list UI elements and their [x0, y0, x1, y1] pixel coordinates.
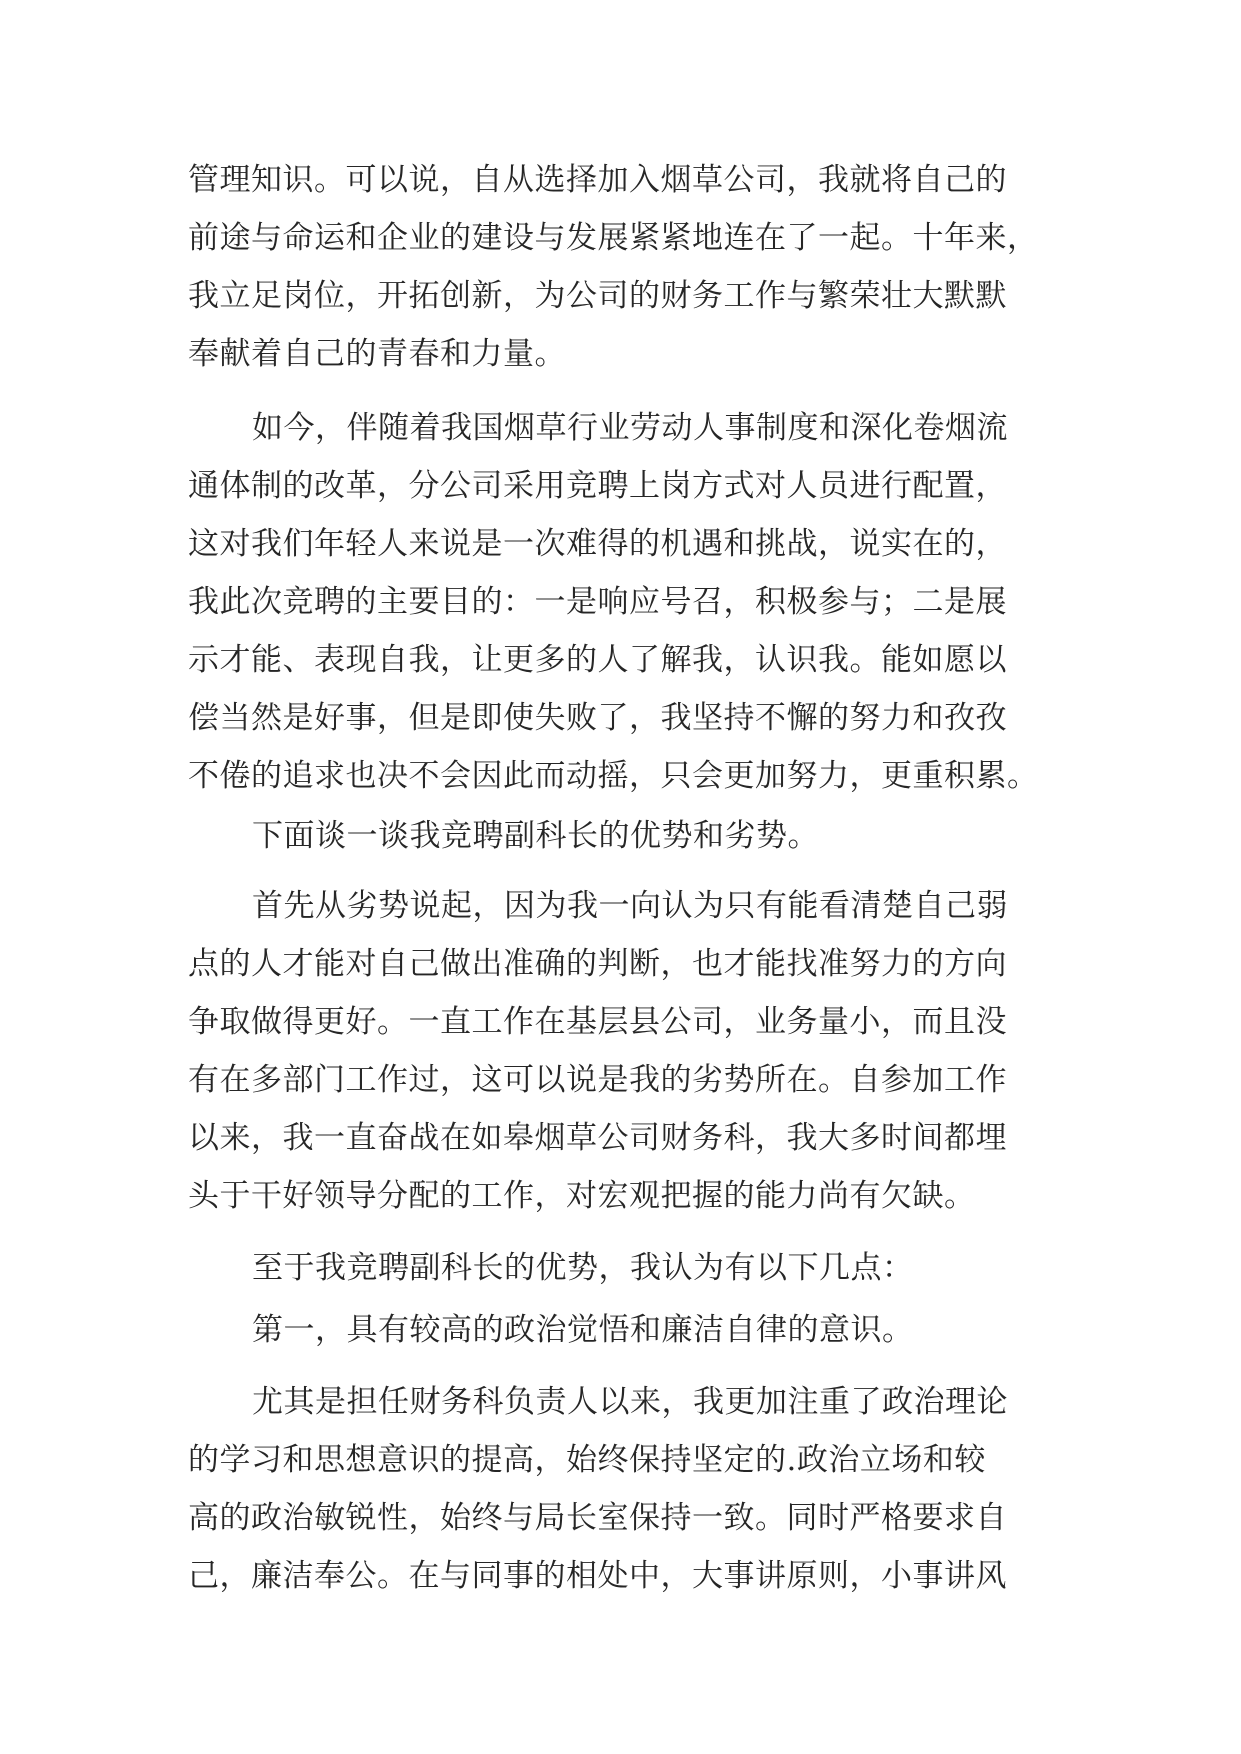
text-line: 以来，我一直奋战在如皋烟草公司财务科，我大多时间都埋	[188, 1120, 1007, 1156]
text-line: 点的人才能对自己做出准确的判断，也才能找准努力的方向	[188, 946, 1007, 982]
text-line: 奉献着自己的青春和力量。	[188, 336, 566, 372]
text-line: 示才能、表现自我，让更多的人了解我，认识我。能如愿以	[188, 642, 1007, 678]
text-line: 我此次竞聘的主要目的：一是响应号召，积极参与；二是展	[188, 584, 1007, 620]
text-line: 己，廉洁奉公。在与同事的相处中，大事讲原则，小事讲风	[188, 1558, 1007, 1594]
text-line: 争取做得更好。一直工作在基层县公司，业务量小，而且没	[188, 1004, 1007, 1040]
paragraph-start-line: 如今，伴随着我国烟草行业劳动人事制度和深化卷烟流	[252, 410, 1008, 446]
text-line: 的学习和思想意识的提高，始终保持坚定的.政治立场和较	[188, 1442, 986, 1478]
text-line: 我立足岗位，开拓创新，为公司的财务工作与繁荣壮大默默	[188, 278, 1007, 314]
text-line: 头于干好领导分配的工作，对宏观把握的能力尚有欠缺。	[188, 1178, 976, 1214]
text-line: 前途与命运和企业的建设与发展紧紧地连在了一起。十年来，	[188, 220, 1039, 256]
text-line: 偿当然是好事，但是即使失败了，我坚持不懈的努力和孜孜	[188, 700, 1007, 736]
paragraph-start-line: 至于我竞聘副科长的优势，我认为有以下几点：	[252, 1250, 914, 1286]
paragraph-start-line: 首先从劣势说起，因为我一向认为只有能看清楚自己弱	[252, 888, 1008, 924]
paragraph-start-line: 第一，具有较高的政治觉悟和廉洁自律的意识。	[252, 1312, 914, 1348]
text-line: 高的政治敏锐性，始终与局长室保持一致。同时严格要求自	[188, 1500, 1007, 1536]
text-line: 管理知识。可以说，自从选择加入烟草公司，我就将自己的	[188, 162, 1007, 198]
text-line: 不倦的追求也决不会因此而动摇，只会更加努力，更重积累。	[188, 758, 1039, 794]
paragraph-start-line: 尤其是担任财务科负责人以来，我更加注重了政治理论	[252, 1384, 1008, 1420]
text-line: 通体制的改革，分公司采用竞聘上岗方式对人员进行配置，	[188, 468, 1007, 504]
text-line: 这对我们年轻人来说是一次难得的机遇和挑战，说实在的，	[188, 526, 1007, 562]
paragraph-start-line: 下面谈一谈我竞聘副科长的优势和劣势。	[252, 818, 819, 854]
text-line: 有在多部门工作过，这可以说是我的劣势所在。自参加工作	[188, 1062, 1007, 1098]
